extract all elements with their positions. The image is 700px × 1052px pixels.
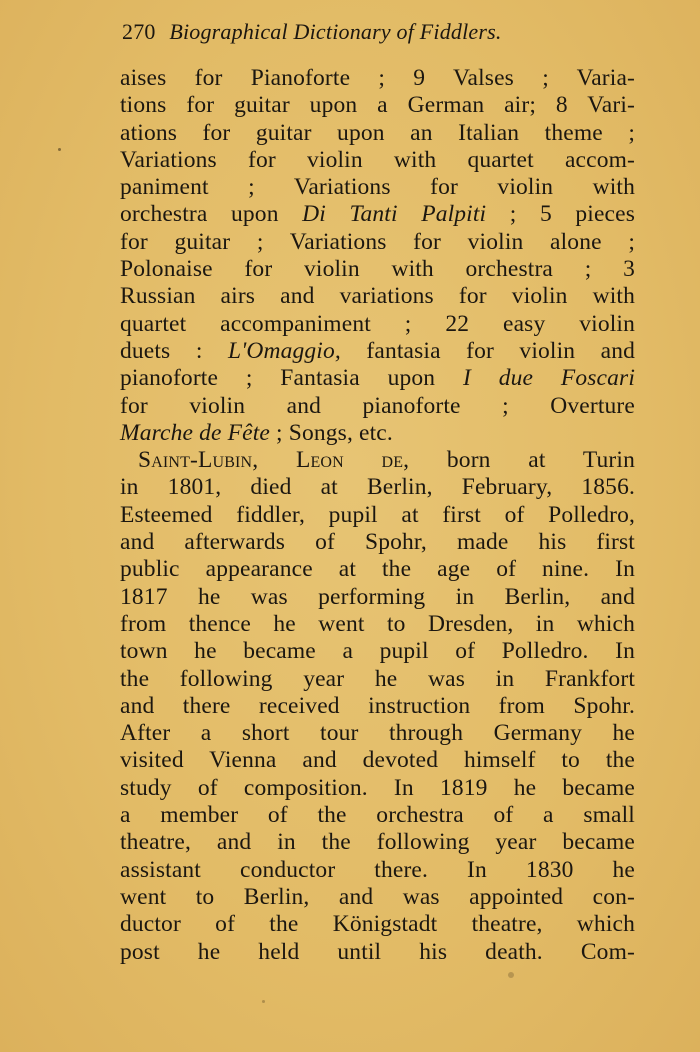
work-title: Di Tanti Palpiti [302, 201, 487, 228]
text-line: in 1801, died at Berlin, February, 1856. [120, 474, 635, 501]
text-line: duets : L'Omaggio, fantasia for violin and [120, 337, 636, 364]
work-title: L'Omaggio, [227, 337, 341, 364]
text-line: pianoforte ; Fantasia upon I due Foscari [120, 365, 636, 392]
text-line: post he held until his death. Com- [120, 938, 635, 965]
page [120, 18, 635, 966]
body-text [120, 65, 635, 966]
text-line: After a short tour through Germany he [120, 720, 635, 747]
text-line: public appearance at the age of nine. In [120, 556, 635, 583]
text-line: Russian airs and variations for violin with [120, 283, 635, 310]
page-number: 270 [122, 19, 156, 44]
text-line: theatre, and in the following year became [120, 829, 635, 856]
text-line: Polonaise for violin with orchestra ; 3 [120, 256, 635, 283]
text-line: town he became a pupil of Polledro. In [120, 638, 635, 665]
text-line: visited Vienna and devoted himself to the [120, 747, 635, 774]
text-line: ductor of the Königstadt theatre, which [120, 911, 635, 938]
text-line: Marche de Fête ; Songs, etc. [120, 419, 393, 446]
paper-speck [508, 972, 514, 978]
entry-headword: Saint-Lubin, Leon de [138, 447, 404, 474]
text-line: a member of the orchestra of a small [120, 802, 635, 829]
text-line: aises for Pianoforte ; 9 Valses ; Varia- [120, 65, 635, 91]
text-line: went to Berlin, and was appointed con- [120, 883, 635, 910]
text-line: assistant conductor there. In 1830 he [120, 856, 635, 883]
text-line: quartet accompaniment ; 22 easy violin [120, 310, 635, 337]
text-line: ations for guitar upon an Italian theme ; [120, 119, 635, 146]
running-title: Biographical Dictionary of Fiddlers. [169, 19, 502, 44]
text-line: for guitar ; Variations for violin alone ; [120, 228, 635, 255]
work-title: I due Foscari [462, 365, 636, 392]
text-line: orchestra upon Di Tanti Palpiti ; 5 pieces [120, 201, 635, 228]
text-line: for violin and pianoforte ; Overture [120, 392, 635, 419]
text-line: 1817 he was performing in Berlin, and [120, 583, 635, 610]
text-line: and there received instruction from Spohr. [120, 692, 635, 719]
text-line: paniment ; Variations for violin with [120, 174, 635, 201]
entry-first-line: Saint-Lubin, Leon de, born at Turin [138, 447, 635, 474]
paper-speck [58, 148, 61, 151]
text-line: study of composition. In 1819 he became [120, 774, 635, 801]
work-title: Marche de Fête [120, 419, 270, 446]
paper-speck [262, 1000, 265, 1003]
text-line: Variations for violin with quartet accom- [120, 146, 635, 173]
running-header [122, 18, 635, 46]
text-line: Esteemed fiddler, pupil at first of Polledro, [120, 501, 635, 528]
text-line: and afterwards of Spohr, made his first [120, 529, 635, 556]
text-line: from thence he went to Dresden, in which [120, 610, 635, 637]
text-line: tions for guitar upon a German air; 8 Vari- [120, 92, 635, 119]
text-line: the following year he was in Frankfort [120, 665, 635, 692]
